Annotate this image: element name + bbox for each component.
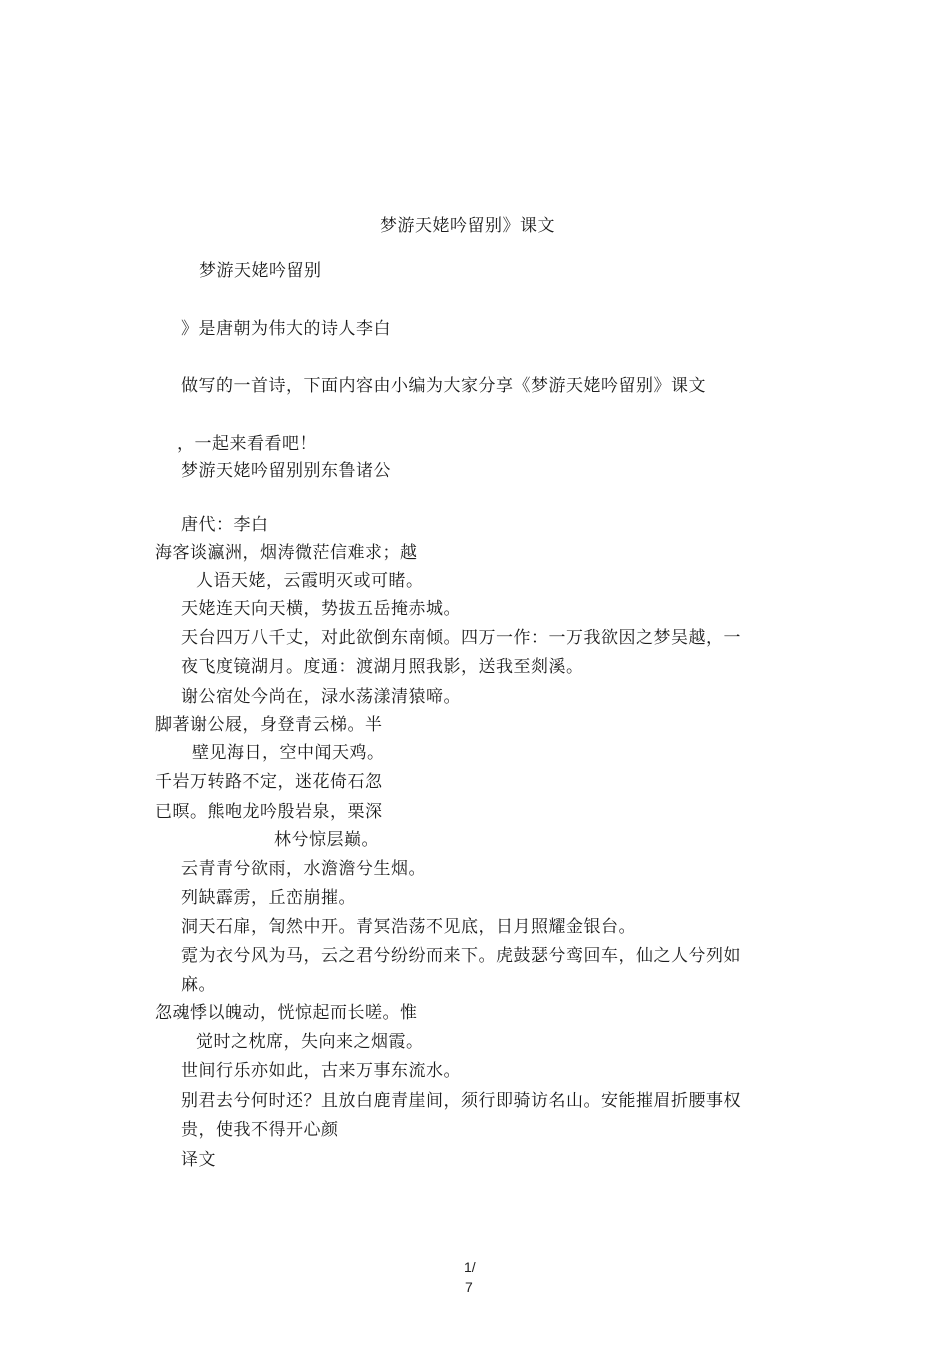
text-line: 别君去兮何时还？且放白鹿青崖间，须行即骑访名山。安能摧眉折腰事权 [181, 1091, 741, 1111]
text-line: 脚著谢公屐，身登青云梯。半 [155, 715, 383, 735]
text-line: 谢公宿处今尚在，渌水荡漾清猿啼。 [181, 687, 461, 707]
text-line: 唐代：李白 [181, 515, 269, 535]
text-line: 梦游天姥吟留别别东鲁诸公 [181, 461, 391, 481]
text-line: 海客谈瀛洲，烟涛微茫信难求；越 [155, 543, 418, 563]
page-number-bottom: 7 [465, 1279, 473, 1295]
text-line: 夜飞度镜湖月。度通：渡湖月照我影，送我至剡溪。 [181, 657, 584, 677]
text-line: 麻。 [181, 975, 216, 995]
text-line: 列缺霹雳，丘峦崩摧。 [181, 888, 356, 908]
text-line: 觉时之枕席，失向来之烟霞。 [196, 1032, 424, 1052]
text-line: 已暝。熊咆龙吟殷岩泉，栗深 [155, 802, 383, 822]
text-line: 梦游天姥吟留别 [199, 261, 322, 281]
text-line: 云青青兮欲雨，水澹澹兮生烟。 [181, 859, 426, 879]
text-line: 忽魂悸以魄动，恍惊起而长嗟。惟 [155, 1003, 418, 1023]
text-line: 霓为衣兮风为马，云之君兮纷纷而来下。虎鼓瑟兮鸾回车，仙之人兮列如 [181, 946, 741, 966]
text-line: 洞天石扉，訇然中开。青冥浩荡不见底，日月照耀金银台。 [181, 917, 636, 937]
page-number-top: 1/ [464, 1259, 476, 1275]
text-line: 》是唐朝为伟大的诗人李白 [181, 319, 391, 339]
text-line: 壁见海日，空中闻天鸡。 [192, 743, 385, 763]
text-line: 世间行乐亦如此，古来万事东流水。 [181, 1061, 461, 1081]
document-title: 梦游天姥吟留别》课文 [380, 216, 555, 236]
text-line: 人语天姥，云霞明灭或可睹。 [196, 571, 424, 591]
text-line: 天台四万八千丈，对此欲倒东南倾。四万一作：一万我欲因之梦吴越，一 [181, 628, 741, 648]
text-line: 天姥连天向天横，势拔五岳掩赤城。 [181, 599, 461, 619]
text-line: 千岩万转路不定，迷花倚石忽 [155, 772, 383, 792]
text-line: 贵，使我不得开心颜 [181, 1120, 339, 1140]
text-line: ，一起来看看吧！ [177, 434, 317, 454]
text-line: 译文 [181, 1150, 216, 1170]
text-line: 林兮惊层巅。 [274, 830, 379, 850]
text-line: 做写的一首诗，下面内容由小编为大家分享《梦游天姥吟留别》课文 [181, 376, 706, 396]
